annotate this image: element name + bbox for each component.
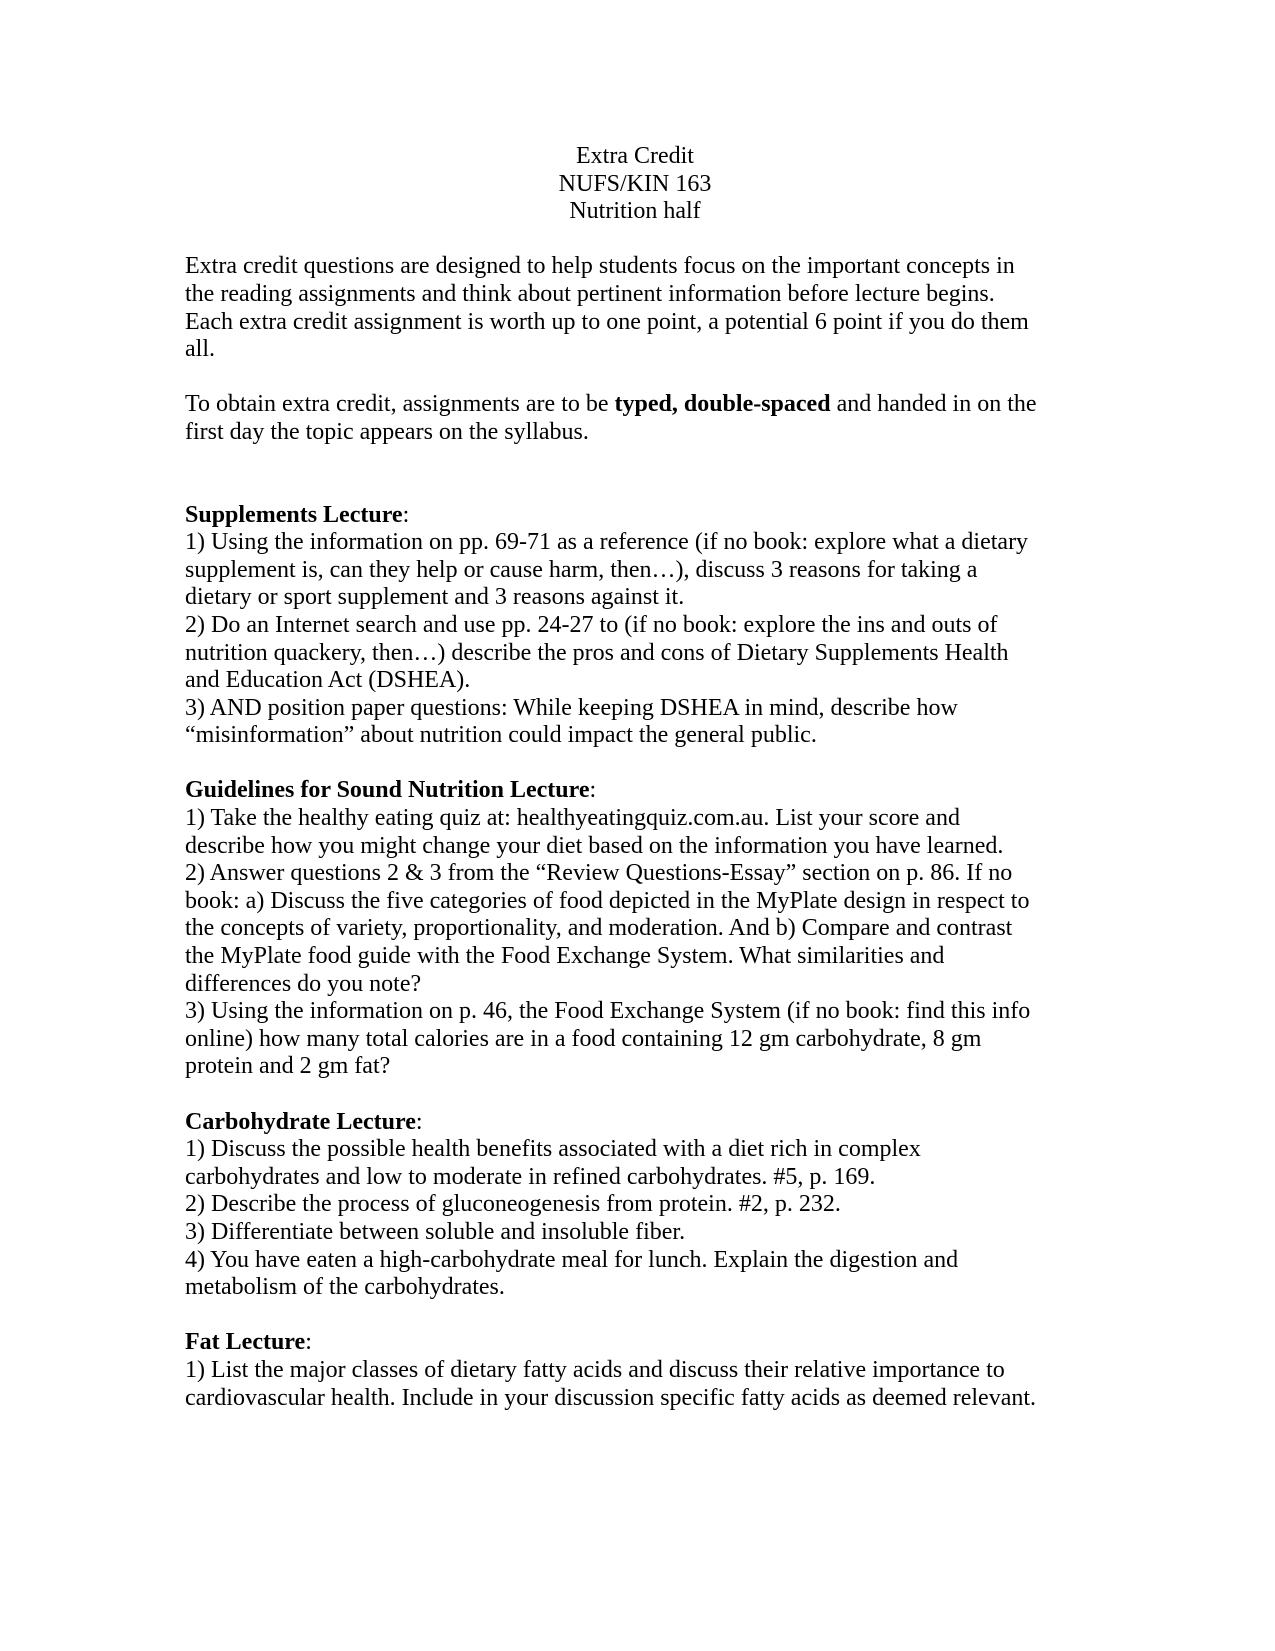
section-heading bbox=[185, 1109, 1085, 1137]
intro-line: Each extra credit assignment is worth up to one point, a potential 6 point if you do them bbox=[185, 308, 1029, 335]
course-code: NUFS/KIN 163 bbox=[558, 170, 712, 197]
section-heading bbox=[185, 1329, 1085, 1357]
question-line: 1) List the major classes of dietary fatty acids and discuss their relative importance to bbox=[185, 1356, 1005, 1383]
question-line: differences do you note? bbox=[185, 970, 422, 997]
section-heading-colon: : bbox=[402, 501, 410, 528]
intro-line: the reading assignments and think about pertinent information before lecture begins. bbox=[185, 280, 995, 307]
document-title: Extra Credit bbox=[576, 143, 694, 169]
question-line: cardiovascular health. Include in your discussion specific fatty acids as deemed relevant. bbox=[185, 1384, 1037, 1411]
section-guidelines bbox=[185, 777, 1085, 1081]
instructions-emphasis: typed, double-spaced bbox=[614, 391, 831, 418]
question-line: 3) Differentiate between soluble and insoluble fiber. bbox=[185, 1218, 686, 1245]
question-line: supplement is, can they help or cause harm, then…), discuss 3 reasons for taking a bbox=[185, 556, 978, 583]
section-heading-label: Guidelines for Sound Nutrition Lecture bbox=[185, 777, 590, 804]
question-line: 4) You have eaten a high-carbohydrate meal for lunch. Explain the digestion and bbox=[185, 1246, 959, 1273]
intro-paragraph bbox=[185, 253, 1085, 363]
section-supplements bbox=[185, 502, 1085, 750]
section-heading-colon: : bbox=[415, 1108, 423, 1135]
intro-line: Extra credit questions are designed to help students focus on the important concepts in bbox=[185, 253, 1015, 280]
question-line: 1) Using the information on pp. 69-71 as a reference (if no book: explore what a dietary bbox=[185, 529, 1029, 556]
section-heading bbox=[185, 502, 1085, 530]
document-subtitle: Nutrition half bbox=[569, 198, 701, 225]
instructions-line bbox=[185, 391, 1085, 419]
section-heading-label: Carbohydrate Lecture bbox=[185, 1108, 416, 1135]
question-line: 3) Using the information on p. 46, the Food Exchange System (if no book: find this info bbox=[185, 998, 1031, 1025]
section-heading-colon: : bbox=[589, 777, 597, 804]
question-line: the concepts of variety, proportionality, and moderation. And b) Compare and contrast bbox=[185, 915, 1013, 942]
question-line: nutrition quackery, then…) describe the pros and cons of Dietary Supplements Health bbox=[185, 639, 1009, 666]
instructions-paragraph bbox=[185, 391, 1085, 446]
question-line: online) how many total calories are in a food containing 12 gm carbohydrate, 8 gm bbox=[185, 1025, 982, 1052]
question-line: 3) AND position paper questions: While keeping DSHEA in mind, describe how bbox=[185, 694, 958, 721]
question-line: 1) Discuss the possible health benefits associated with a diet rich in complex bbox=[185, 1136, 921, 1163]
section-heading-label: Fat Lecture bbox=[185, 1329, 306, 1356]
document-page bbox=[185, 143, 1085, 1412]
question-line: 1) Take the healthy eating quiz at: healthyeatingquiz.com.au. List your score and bbox=[185, 805, 960, 832]
intro-line: all. bbox=[185, 336, 215, 363]
question-line: 2) Answer questions 2 & 3 from the “Review Questions-Essay” section on p. 86. If no bbox=[185, 860, 1013, 887]
question-line: dietary or sport supplement and 3 reasons against it. bbox=[185, 584, 685, 611]
section-heading bbox=[185, 777, 1085, 805]
instructions-text: To obtain extra credit, assignments are to be bbox=[185, 391, 615, 418]
question-line: 2) Do an Internet search and use pp. 24-27 to (if no book: explore the ins and outs of bbox=[185, 611, 998, 638]
section-carbohydrate bbox=[185, 1109, 1085, 1302]
question-line: 2) Describe the process of gluconeogenesis from protein. #2, p. 232. bbox=[185, 1191, 841, 1218]
question-line: protein and 2 gm fat? bbox=[185, 1053, 391, 1080]
section-fat bbox=[185, 1329, 1085, 1412]
question-line: the MyPlate food guide with the Food Exchange System. What similarities and bbox=[185, 943, 945, 970]
question-line: “misinformation” about nutrition could impact the general public. bbox=[185, 722, 817, 749]
section-heading-label: Supplements Lecture bbox=[185, 501, 403, 528]
question-line: book: a) Discuss the five categories of food depicted in the MyPlate design in respect to bbox=[185, 887, 1030, 914]
instructions-line: first day the topic appears on the syllabus. bbox=[185, 418, 589, 445]
question-line: metabolism of the carbohydrates. bbox=[185, 1274, 505, 1301]
question-line: and Education Act (DSHEA). bbox=[185, 667, 471, 694]
question-line: describe how you might change your diet based on the information you have learned. bbox=[185, 832, 1004, 859]
title-block bbox=[185, 143, 1085, 226]
instructions-text: and handed in on the bbox=[830, 391, 1037, 418]
question-line: carbohydrates and low to moderate in refined carbohydrates. #5, p. 169. bbox=[185, 1163, 876, 1190]
section-heading-colon: : bbox=[305, 1329, 312, 1356]
